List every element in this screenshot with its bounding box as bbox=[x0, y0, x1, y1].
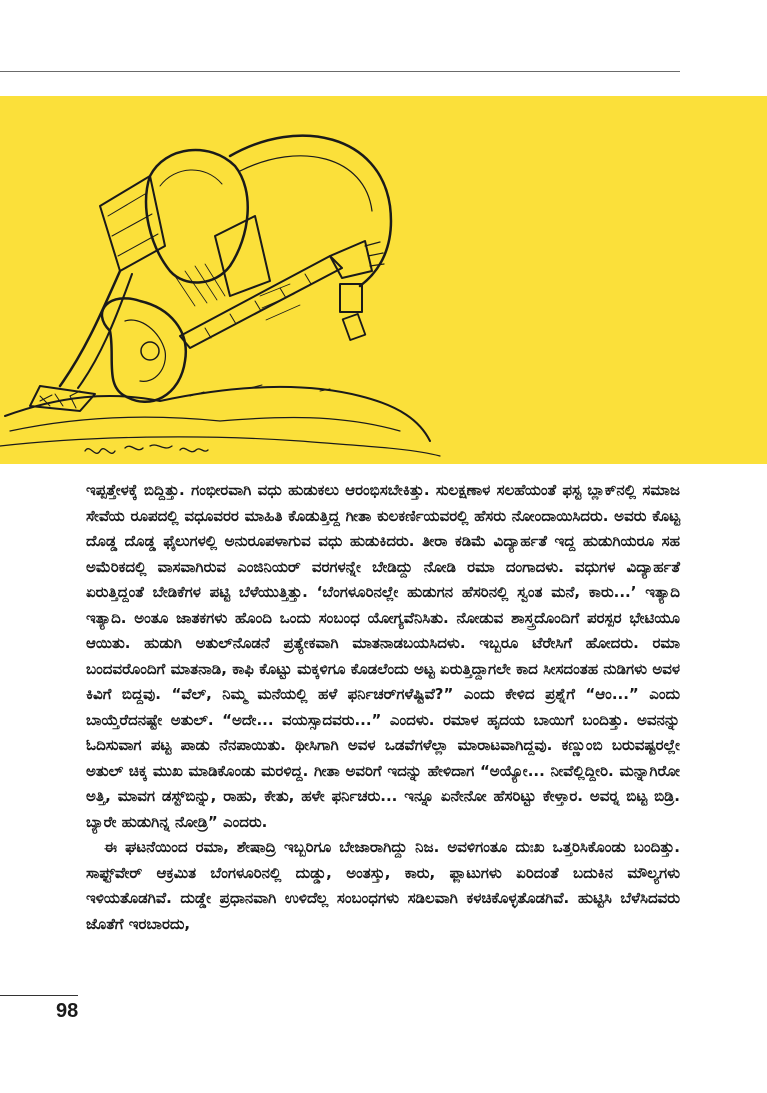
paragraph-2: ಈ ಘಟನೆಯಿಂದ ರಮಾ, ಶೇಷಾದ್ರಿ ಇಬ್ಬರಿಗೂ ಬೇಜಾರಾಗಿದ್ದು ನಿಜ. ಅವಳಿಗಂತೂ ದುಃಖ ಒತ್ತರಿಸಿಕೊಂಡು ಬಂದಿತ್ತು. ಸಾಫ್ಟ್‌ವೇರ್ ಆಕ್ರಮಿತ ಬೆಂಗಳೂರಿನಲ್ಲಿ ದುಡ್ಡು, ಅಂತಸ್ತು, ಕಾರು, ಫ್ಲಾಟುಗಳು ಏರಿದಂತೆ ಬದುಕಿನ ಮೌಲ್ಯಗಳು ಇಳಿಯತೊಡಗಿವೆ. ದುಡ್ಡೇ ಪ್ರಧಾನವಾಗಿ ಉಳಿದೆಲ್ಲ ಸಂಬಂಧಗಳು ಸಡಿಲವಾಗಿ ಕಳಚಿಕೊಳ್ಳತೊಡಗಿವೆ. ಹುಟ್ಟಿಸಿ ಬೆಳೆಸಿದವರು ಜೊತೆಗೆ ಇರಬಾರದು, bbox=[86, 838, 680, 933]
footer-rule bbox=[0, 995, 78, 996]
story-text bbox=[86, 478, 680, 937]
page-number: 98 bbox=[56, 1000, 79, 1022]
story-illustration bbox=[0, 96, 767, 464]
header-rule bbox=[0, 71, 680, 72]
guitarist-sketch-icon bbox=[0, 96, 767, 464]
paragraph-1: ಇಪ್ಪತ್ತೇಳಕ್ಕೆ ಬಿದ್ದಿತ್ತು. ಗಂಭೀರವಾಗಿ ವಧು ಹುಡುಕಲು ಆರಂಭಿಸಬೇಕಿತ್ತು. ಸುಲಕ್ಷಣಾಳ ಸಲಹೆಯಂತೆ ಫಸ್ಟ ಬ್ಲಾಕ್‌ನಲ್ಲಿ ಸಮಾಜ ಸೇವೆಯ ರೂಪದಲ್ಲಿ ವಧೂವರರ ಮಾಹಿತಿ ಕೊಡುತ್ತಿದ್ದ ಗೀತಾ ಕುಲಕರ್ಣಿಯವರಲ್ಲಿ ಹೆಸರು ನೋಂದಾಯಿಸಿದರು. ಅವರು ಕೊಟ್ಟ ದೊಡ್ಡ ದೊಡ್ಡ ಫೈಲುಗಳಲ್ಲಿ ಅನುರೂಪಳಾಗುವ ವಧು ಹುಡುಕಿದರು. ತೀರಾ ಕಡಿಮೆ ವಿದ್ಯಾರ್ಹತೆ ಇದ್ದ ಹುಡುಗಿಯರೂ ಸಹ ಅಮೆರಿಕದಲ್ಲಿ ವಾಸವಾಗಿರುವ ಎಂಜಿನಿಯರ್ ವರಗಳನ್ನೇ ಬೇಡಿದ್ದು ನೋಡಿ ರಮಾ ದಂಗಾದಳು. ವಧುಗಳ ವಿದ್ಯಾರ್ಹತೆ ಏರುತ್ತಿದ್ದಂತೆ ಬೇಡಿಕೆಗಳ ಪಟ್ಟಿ ಬೆಳೆಯುತ್ತಿತ್ತು. ‘ಬೆಂಗಳೂರಿನಲ್ಲೇ ಹುಡುಗನ ಹೆಸರಿನಲ್ಲಿ ಸ್ವಂತ ಮನೆ, ಕಾರು...’ ಇತ್ಯಾದಿ ಇತ್ಯಾದಿ. ಅಂತೂ ಜಾತಕಗಳು ಹೊಂದಿ ಒಂದು ಸಂಬಂಧ ಯೋಗ್ಯವೆನಿಸಿತು. ನೋಡುವ ಶಾಸ್ತ್ರದೊಂದಿಗೆ ಪರಸ್ಪರ ಭೇಟಿಯೂ ಆಯಿತು. ಹುಡುಗಿ ಅತುಲ್‌ನೊಡನೆ ಪ್ರತ್ಯೇಕವಾಗಿ ಮಾತನಾಡಬಯಸಿದಳು. ಇಬ್ಬರೂ ಟೆರೇಸಿಗೆ ಹೋದರು. ರಮಾ ಬಂದವರೊಂದಿಗೆ ಮಾತನಾಡಿ, ಕಾಫಿ ಕೊಟ್ಟು ಮಕ್ಕಳಿಗೂ ಕೊಡಲೆಂದು ಅಟ್ಟ ಏರುತ್ತಿದ್ದಾಗಲೇ ಕಾದ ಸೀಸದಂತಹ ನುಡಿಗಳು ಅವಳ ಕಿವಿಗೆ ಬಿದ್ದವು. “ವೆಲ್, ನಿಮ್ಮ ಮನೆಯಲ್ಲಿ ಹಳೆ ಫರ್ನಿಚರ್‌ಗಳೆಷ್ಟಿವೆ?” ಎಂದು ಕೇಳಿದ ಪ್ರಶ್ನೆಗೆ “ಆಂ...” ಎಂದು ಬಾಯ್ತೆರೆದನಷ್ಟೇ ಅತುಲ್. “ಅದೇ... ವಯಸ್ಸಾದವರು...” ಎಂದಳು. ರಮಾಳ ಹೃದಯ ಬಾಯಿಗೆ ಬಂದಿತ್ತು. ಅವನನ್ನು ಓದಿಸುವಾಗ ಪಟ್ಟ ಪಾಡು ನೆನಪಾಯಿತು. ಥೀಸಿಗಾಗಿ ಅವಳ ಒಡವೆಗಳೆಲ್ಲಾ ಮಾರಾಟವಾಗಿದ್ದವು. ಕಣ್ಣುಂಬಿ ಬರುವಷ್ಟರಲ್ಲೇ ಅತುಲ್ ಚಿಕ್ಕ ಮುಖ ಮಾಡಿಕೊಂಡು ಮರಳಿದ್ದ. ಗೀತಾ ಅವರಿಗೆ ಇದನ್ನು ಹೇಳಿದಾಗ “ಅಯ್ಯೋ... ನೀವೆಲ್ಲಿದ್ದೀರಿ. ಮನ್ನಾಗಿರೋ ಅತ್ತಿ, ಮಾವಗ ಡಸ್ಟ್‌ಬಿನ್ನು, ರಾಹು, ಕೇತು, ಹಳೇ ಫರ್ನಿಚರು... ಇನ್ನೂ ಏನೇನೋ ಹೆಸರಿಟ್ಟು ಕೇಳ್ತಾರ. ಅವರ್‍ನ ಬಿಟ್ಟ ಬಿಡ್ರಿ. ಬ್ಯಾರೇ ಹುಡುಗಿನ್ನ ನೋಡ್ರಿ” ಎಂದರು. bbox=[86, 481, 680, 831]
